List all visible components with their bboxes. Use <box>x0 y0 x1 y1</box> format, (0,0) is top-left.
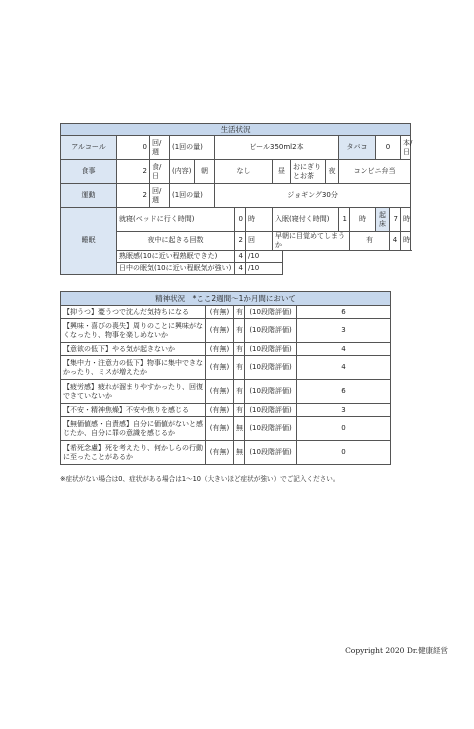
alcohol-label: アルコール <box>61 136 117 160</box>
lunch-value[interactable]: おにぎりとお茶 <box>291 160 326 184</box>
fallasleep-unit: 時 <box>350 208 376 232</box>
presence-label: (有無) <box>206 319 234 343</box>
early-value[interactable]: 有 <box>350 232 390 251</box>
score-value[interactable]: 4 <box>297 356 391 380</box>
presence-label: (有無) <box>206 404 234 417</box>
breakfast-label: 朝 <box>195 160 215 184</box>
mental-item-text: 【抑うつ】憂うつで沈んだ気持ちになる <box>61 306 206 319</box>
presence-label: (有無) <box>206 343 234 356</box>
score-value[interactable]: 6 <box>297 380 391 404</box>
tobacco-count[interactable]: 0 <box>376 136 401 160</box>
scale-label: (10段階評価) <box>245 404 297 417</box>
mental-item-text: 【集中力・注意力の低下】物事に集中できなかったり、ミスが増えたか <box>61 356 206 380</box>
life-status-table <box>60 123 411 275</box>
life-title: 生活状況 <box>61 124 411 136</box>
wake-label: 起床 <box>376 208 390 232</box>
breakfast-value[interactable]: なし <box>215 160 273 184</box>
presence-value[interactable]: 有 <box>234 380 245 404</box>
dinner-value[interactable]: コンビニ弁当 <box>339 160 411 184</box>
scoring-note: ※症状がない場合は0、症状がある場合は1〜10（大きいほど症状が強い）でご記入ください。 <box>60 475 340 483</box>
bedtime-value[interactable]: 0 <box>235 208 246 232</box>
bedtime-label: 就寝(ベッドに行く時間) <box>117 208 235 232</box>
presence-label: (有無) <box>206 417 234 441</box>
presence-value[interactable]: 有 <box>234 306 245 319</box>
score-value[interactable]: 6 <box>297 306 391 319</box>
alcohol-unit: 回/週 <box>150 136 170 160</box>
mental-row <box>61 380 391 404</box>
mental-row <box>61 343 391 356</box>
exercise-unit: 回/週 <box>150 184 170 208</box>
wake-unit: 時 <box>401 208 411 232</box>
tobacco-unit: 本/日 <box>401 136 411 160</box>
score-value[interactable]: 0 <box>297 417 391 441</box>
fallasleep-label: 入眠(寝付く時間) <box>273 208 339 232</box>
daytime-sleepiness-value[interactable]: 4 <box>235 262 246 274</box>
score-value[interactable]: 3 <box>297 319 391 343</box>
scale-label: (10段階評価) <box>245 417 297 441</box>
mental-row <box>61 441 391 465</box>
scale-label: (10段階評価) <box>245 319 297 343</box>
presence-label: (有無) <box>206 380 234 404</box>
presence-value[interactable]: 有 <box>234 356 245 380</box>
night-value[interactable]: 2 <box>235 232 246 251</box>
night-label: 夜中に起きる回数 <box>117 232 235 251</box>
deep-sleep-value[interactable]: 4 <box>235 250 246 262</box>
mental-row <box>61 319 391 343</box>
tobacco-label: タバコ <box>339 136 376 160</box>
daytime-sleepiness-unit: /10 <box>246 262 283 274</box>
presence-label: (有無) <box>206 441 234 465</box>
mental-status-table <box>60 291 391 465</box>
sleep-label: 睡眠 <box>61 208 117 275</box>
early-count[interactable]: 4 <box>390 232 401 251</box>
lunch-label: 昼 <box>273 160 291 184</box>
fallasleep-value[interactable]: 1 <box>339 208 350 232</box>
presence-label: (有無) <box>206 306 234 319</box>
early-label: 早朝に目覚めてしまうか <box>273 232 350 251</box>
early-unit: 時 <box>401 232 411 251</box>
scale-label: (10段階評価) <box>245 343 297 356</box>
alcohol-count[interactable]: 0 <box>117 136 150 160</box>
scale-label: (10段階評価) <box>245 441 297 465</box>
bedtime-unit: 時 <box>246 208 273 232</box>
meal-label: 食事 <box>61 160 117 184</box>
alcohol-per-label: (1回の量) <box>170 136 215 160</box>
mental-item-text: 【不安・精神焦燥】不安や焦りを感じる <box>61 404 206 417</box>
score-value[interactable]: 3 <box>297 404 391 417</box>
presence-value[interactable]: 無 <box>234 441 245 465</box>
daytime-sleepiness-label: 日中の眠気(10に近い程眠気が強い) <box>117 262 235 274</box>
mental-item-text: 【興味・喜びの喪失】周りのことに興味がなくなったり、物事を楽しめないか <box>61 319 206 343</box>
scale-label: (10段階評価) <box>245 356 297 380</box>
mental-title: 精神状況 *ここ2週間〜1か月間において <box>61 292 391 306</box>
mental-row <box>61 306 391 319</box>
exercise-label: 運動 <box>61 184 117 208</box>
meal-content-label: (内容) <box>170 160 195 184</box>
presence-value[interactable]: 有 <box>234 319 245 343</box>
mental-item-text: 【意欲の低下】やる気が起きないか <box>61 343 206 356</box>
deep-sleep-label: 熟眠感(10に近い程熟眠できた) <box>117 250 235 262</box>
alcohol-amount[interactable]: ビール350ml2本 <box>215 136 339 160</box>
score-value[interactable]: 4 <box>297 343 391 356</box>
presence-value[interactable]: 有 <box>234 404 245 417</box>
scale-label: (10段階評価) <box>245 380 297 404</box>
mental-item-text: 【希死念慮】死を考えたり、何かしらの行動に至ったことがあるか <box>61 441 206 465</box>
scale-label: (10段階評価) <box>245 306 297 319</box>
presence-value[interactable]: 無 <box>234 417 245 441</box>
mental-row <box>61 356 391 380</box>
copyright: Copyright 2020 Dr.健康経営 <box>345 646 448 655</box>
score-value[interactable]: 0 <box>297 441 391 465</box>
wake-value[interactable]: 7 <box>390 208 401 232</box>
mental-item-text: 【無価値感・自責感】自分に価値がないと感じたか、自分に罪の意識を感じるか <box>61 417 206 441</box>
mental-row <box>61 417 391 441</box>
meal-count[interactable]: 2 <box>117 160 150 184</box>
mental-row <box>61 404 391 417</box>
night-unit: 回 <box>246 232 273 251</box>
presence-label: (有無) <box>206 356 234 380</box>
dinner-label: 夜 <box>326 160 339 184</box>
exercise-count[interactable]: 2 <box>117 184 150 208</box>
exercise-amount[interactable]: ジョギング30分 <box>215 184 411 208</box>
deep-sleep-unit: /10 <box>246 250 283 262</box>
meal-unit: 食/日 <box>150 160 170 184</box>
exercise-per-label: (1回の量) <box>170 184 215 208</box>
mental-item-text: 【疲労感】疲れが溜まりやすかったり、回復できていないか <box>61 380 206 404</box>
presence-value[interactable]: 有 <box>234 343 245 356</box>
